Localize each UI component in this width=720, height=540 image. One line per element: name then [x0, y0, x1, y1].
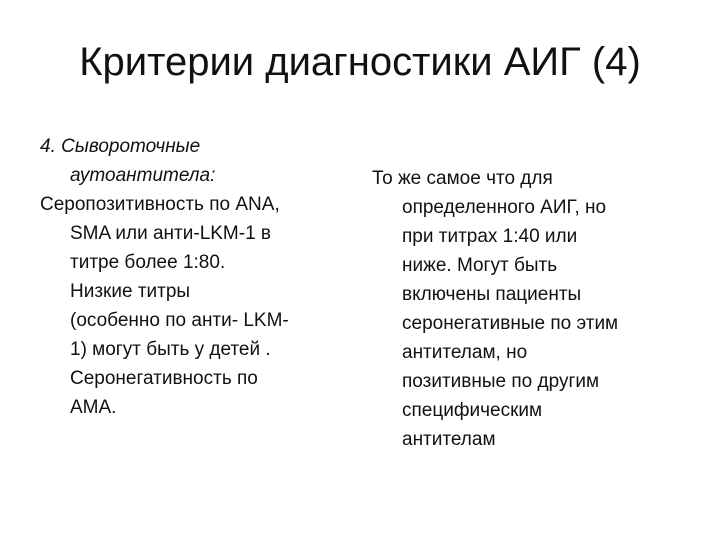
left-text-line: титре более 1:80. — [70, 252, 226, 273]
left-text-line: Серонегативность по — [70, 368, 258, 389]
right-text-line: серонегативные по этим — [402, 313, 619, 334]
right-text-line: позитивные по другим — [402, 371, 600, 392]
right-text-line: антителам — [402, 429, 496, 450]
left-text-line: 1) могут быть у детей . — [70, 339, 271, 360]
left-column — [40, 132, 360, 422]
criterion-heading-line: 4. Сывороточные — [40, 136, 201, 157]
left-text-line: SMA или анти-LKM-1 в — [70, 223, 272, 244]
criterion-heading-line: аутоантитела: — [70, 165, 216, 186]
right-text-line: То же самое что для — [372, 168, 553, 189]
left-text-line: Серопозитивность по ANA, — [40, 194, 280, 215]
left-text-line: Низкие титры — [70, 281, 191, 302]
left-text-line: AMA. — [70, 397, 117, 418]
right-text-line: включены пациенты — [402, 284, 582, 305]
left-text-line: (особенно по анти- LKM- — [70, 310, 289, 331]
right-text-line: ниже. Могут быть — [402, 255, 558, 276]
right-column — [372, 164, 692, 454]
right-text-line: специфическим — [402, 400, 543, 421]
slide-title: Критерии диагностики АИГ (4) — [79, 40, 641, 84]
right-text-line: антителам, но — [402, 342, 528, 363]
right-text-line: определенного АИГ, но — [402, 197, 607, 218]
right-text-line: при титрах 1:40 или — [402, 226, 578, 247]
